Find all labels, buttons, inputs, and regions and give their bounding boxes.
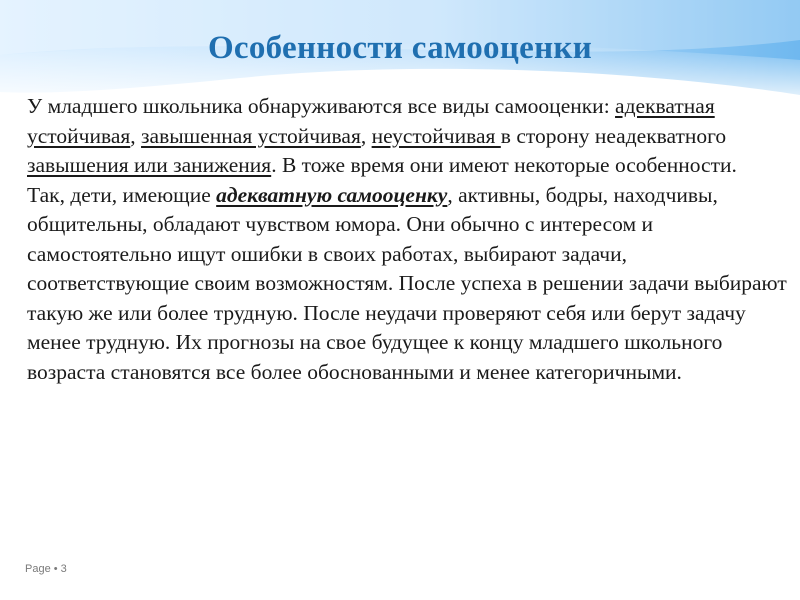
p1-text-2: , bbox=[130, 123, 142, 148]
p1-text-1: У младшего школьника обнаруживаются все виды самооценки: bbox=[27, 94, 616, 118]
slide-title: Особенности самооценки bbox=[207, 30, 593, 66]
paragraph-1 bbox=[27, 92, 787, 181]
p2-text-1: Так, дети, имеющие bbox=[27, 182, 217, 207]
p1-text-4: в сторону неадекватного bbox=[500, 123, 727, 148]
term-over-under-estimation: завышения или занижения bbox=[27, 153, 272, 177]
slide-body bbox=[27, 92, 787, 387]
p1-text-5: . В тоже время они имеют некоторые особенности. bbox=[271, 153, 737, 177]
p1-text-3: , bbox=[360, 123, 372, 148]
term-inflated-stable: завышенная устойчивая bbox=[141, 123, 361, 148]
term-unstable: неустойчивая bbox=[371, 123, 501, 148]
page-number: Page • 3 bbox=[25, 563, 67, 575]
term-adequate-self-esteem: адекватную самооценку bbox=[216, 182, 448, 207]
p2-text-2: , активны, бодры, находчивы, общительны, обладают чувством юмора. Они обычно с интересом и самостоятельно ищут ошибки в своих работах, выбирают задачи, соответствующие своим возможностям. После успеха в решении задачи выбирают такую же или более трудную. После неудачи проверяют себя или берут задачу менее трудную. Их прогнозы на свое будущее к концу младшего школьного возраста становятся все более обоснованными и менее категоричными. bbox=[27, 182, 787, 384]
term-adequate-stable: адекватная устойчивая bbox=[27, 94, 715, 148]
paragraph-2 bbox=[27, 181, 787, 388]
